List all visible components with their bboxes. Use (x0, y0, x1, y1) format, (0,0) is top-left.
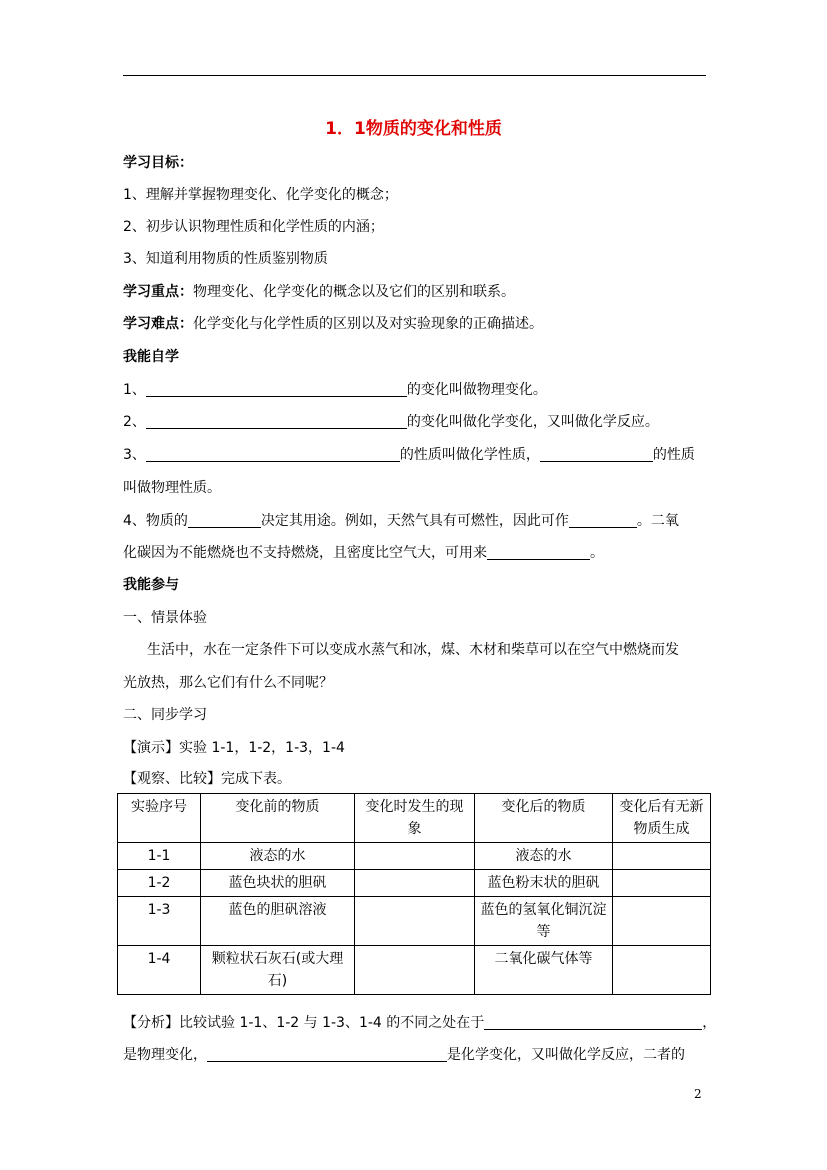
analysis-line-2 (123, 1044, 685, 1064)
question-1 (123, 379, 547, 399)
answer-blank[interactable] (146, 414, 407, 429)
table-cell-blank[interactable] (613, 870, 711, 897)
section-heading: 二、同步学习 (123, 707, 207, 723)
observation-table (117, 793, 711, 995)
difficulty-label: 学习难点： (123, 316, 193, 332)
key-point-label: 学习重点： (123, 284, 193, 300)
answer-blank[interactable] (487, 545, 590, 560)
answer-blank[interactable] (207, 1047, 447, 1062)
key-point-text: 物理变化、化学变化的概念以及它们的区别和联系。 (193, 284, 515, 300)
table-cell: 蓝色粉末状的胆矾 (475, 870, 613, 897)
observe-text: 【观察、比较】完成下表。 (123, 771, 291, 787)
table-header: 变化后有无新物质生成 (613, 794, 711, 843)
analysis-line-1 (123, 1012, 716, 1032)
demo-text: 【演示】实验 1-1，1-2，1-3，1-4 (123, 740, 345, 756)
difficulty-text: 化学变化与化学性质的区别以及对实验现象的正确描述。 (193, 316, 543, 332)
goal-item: 3、知道利用物质的性质鉴别物质 (123, 251, 328, 267)
table-cell-blank[interactable] (355, 870, 475, 897)
table-row (118, 897, 711, 946)
question-number: 1、 (123, 382, 146, 398)
goal-item: 2、初步认识物理性质和化学性质的内涵； (123, 219, 384, 235)
question-text: 的变化叫做物理变化。 (406, 382, 547, 398)
page-title: 1．1物质的变化和性质 (325, 119, 502, 139)
table-cell: 1-4 (118, 946, 201, 995)
answer-blank[interactable] (484, 1015, 702, 1030)
question-2 (123, 411, 659, 431)
table-row (118, 946, 711, 995)
question-4 (123, 510, 679, 530)
answer-blank[interactable] (146, 382, 407, 397)
question-4-cont (123, 542, 604, 562)
table-cell-blank[interactable] (355, 843, 475, 870)
table-header: 变化后的物质 (475, 794, 613, 843)
header-rule (123, 75, 706, 76)
answer-blank[interactable] (146, 447, 400, 462)
table-cell: 颗粒状石灰石(或大理石) (201, 946, 355, 995)
analysis-text: 是化学变化，又叫做化学反应，二者的 (447, 1047, 685, 1063)
table-cell: 蓝色的氢氧化铜沉淀等 (475, 897, 613, 946)
section-heading: 一、情景体验 (123, 610, 207, 626)
table-cell: 1-1 (118, 843, 201, 870)
question-text: 。二氧 (636, 513, 679, 529)
question-text: 化碳因为不能燃烧也不支持燃烧，且密度比空气大，可用来 (123, 545, 487, 561)
table-row (118, 843, 711, 870)
answer-blank[interactable] (188, 513, 261, 528)
analysis-text: 【分析】比较试验 1-1、1-2 与 1-3、1-4 的不同之处在于 (123, 1015, 485, 1031)
table-header-row (118, 794, 711, 843)
analysis-text: ， (702, 1015, 717, 1031)
table-cell: 液态的水 (201, 843, 355, 870)
question-3-cont: 叫做物理性质。 (123, 480, 221, 496)
question-text: 决定其用途。例如，天然气具有可燃性，因此可作 (260, 513, 569, 529)
table-cell-blank[interactable] (613, 897, 711, 946)
analysis-text: 是物理变化， (123, 1047, 207, 1063)
question-3 (123, 444, 695, 464)
goals-heading: 学习目标： (123, 155, 193, 171)
self-study-heading: 我能自学 (123, 349, 179, 365)
table-cell-blank[interactable] (613, 946, 711, 995)
table-cell-blank[interactable] (613, 843, 711, 870)
question-text: 的性质叫做化学性质， (399, 447, 540, 463)
question-number: 2、 (123, 414, 146, 430)
table-cell: 蓝色块状的胆矾 (201, 870, 355, 897)
question-text: 的性质 (652, 447, 695, 463)
goal-item: 1、理解并掌握物理变化、化学变化的概念； (123, 187, 398, 203)
scenario-paragraph: 生活中，水在一定条件下可以变成水蒸气和冰，煤、木材和柴草可以在空气中燃烧而发 (147, 642, 679, 658)
table-header: 变化时发生的现象 (355, 794, 475, 843)
page-number: 2 (694, 1087, 702, 1101)
table-cell: 二氧化碳气体等 (475, 946, 613, 995)
table-header: 变化前的物质 (201, 794, 355, 843)
key-point (123, 281, 515, 301)
table-cell: 蓝色的胆矾溶液 (201, 897, 355, 946)
table-row (118, 870, 711, 897)
question-text: 。 (590, 545, 604, 561)
question-text: 的变化叫做化学变化，又叫做化学反应。 (406, 414, 659, 430)
answer-blank[interactable] (540, 447, 653, 462)
table-cell-blank[interactable] (355, 897, 475, 946)
table-cell-blank[interactable] (355, 946, 475, 995)
question-number: 3、 (123, 447, 146, 463)
table-header: 实验序号 (118, 794, 201, 843)
question-text: 4、物质的 (123, 513, 188, 529)
difficulty (123, 313, 543, 333)
answer-blank[interactable] (569, 513, 637, 528)
table-cell: 液态的水 (475, 843, 613, 870)
table-cell: 1-3 (118, 897, 201, 946)
scenario-paragraph-cont: 光放热，那么它们有什么不同呢？ (123, 675, 333, 691)
participate-heading: 我能参与 (123, 577, 179, 593)
table-cell: 1-2 (118, 870, 201, 897)
